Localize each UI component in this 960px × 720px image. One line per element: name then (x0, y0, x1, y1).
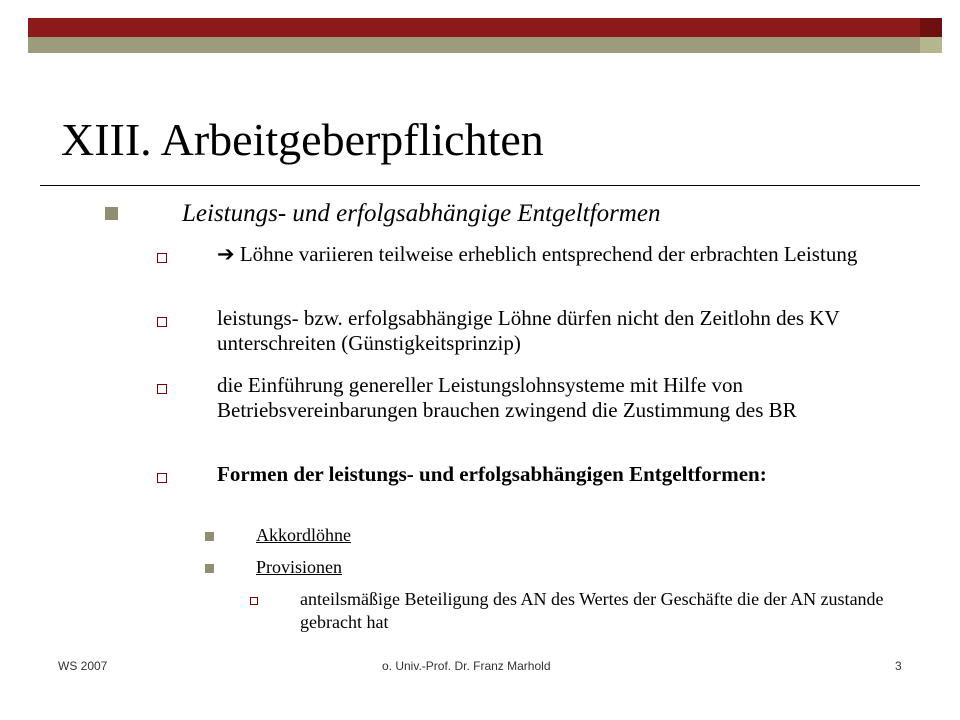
hollow-square-bullet-icon (157, 253, 167, 263)
bullet-level2-item (157, 462, 877, 512)
title-divider (40, 185, 920, 186)
bullet-level4-text: anteilsmäßige Beteiligung des AN des Wertes der Geschäfte die der AN zustande gebracht hat (300, 589, 884, 632)
bullet-level2-text: ➔ Löhne variieren teilweise erheblich entsprechend der erbrachten Leistung (217, 242, 858, 266)
header-corner-square-dark (920, 18, 942, 37)
bullet-level1-text: Leistungs- und erfolgsabhängige Entgeltformen (182, 200, 661, 227)
page-number: 3 (895, 659, 902, 673)
bullet-level4-item (250, 588, 910, 636)
hollow-square-bullet-icon (157, 473, 167, 483)
square-bullet-icon (205, 564, 214, 573)
bullet-level3-item (205, 523, 505, 547)
header-corner-square-light (920, 37, 942, 53)
hollow-square-bullet-icon (250, 597, 258, 605)
bullet-level3-text: Provisionen (256, 557, 343, 577)
bullet-level3-item (205, 555, 505, 579)
footer-left: WS 2007 (58, 659, 108, 673)
hollow-square-bullet-icon (157, 317, 167, 327)
bullet-level2-item (157, 242, 877, 292)
bullet-level2-text: leistungs- bzw. erfolgsabhängige Löhne dürfen nicht den Zeitlohn des KV unterschreiten (Günstigkeitsprinzip) (217, 306, 840, 355)
bullet-level2-text: Formen der leistungs- und erfolgsabhängigen Entgeltformen: (217, 462, 767, 486)
bullet-level3-text: Akkordlöhne (256, 525, 351, 545)
header-bar-maroon (28, 18, 921, 37)
header-decoration-bar (28, 18, 921, 53)
bullet-level2-item (157, 306, 877, 356)
square-bullet-icon (105, 207, 118, 220)
bullet-level2-item (157, 373, 877, 448)
hollow-square-bullet-icon (157, 384, 167, 394)
bullet-level2-text: die Einführung genereller Leistungslohnsysteme mit Hilfe von Betriebsvereinbarungen brauchen zwingend die Zustimmung des BR (217, 373, 797, 422)
footer-center: o. Univ.-Prof. Dr. Franz Marhold (382, 659, 551, 673)
header-bar-olive (28, 37, 921, 53)
square-bullet-icon (205, 532, 214, 541)
slide-title: XIII. Arbeitgeberpflichten (61, 114, 544, 165)
